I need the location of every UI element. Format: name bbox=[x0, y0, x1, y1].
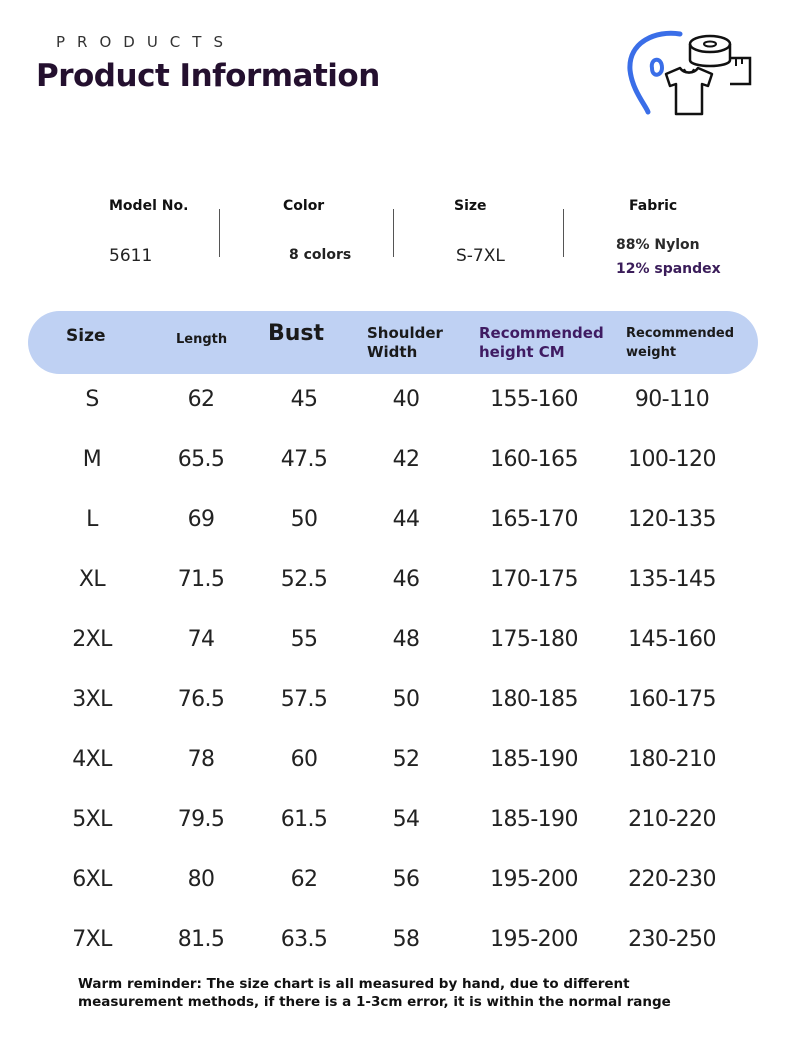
table-cell: 3XL bbox=[72, 687, 112, 712]
table-cell: 180-210 bbox=[628, 747, 716, 772]
table-cell: 57.5 bbox=[280, 687, 328, 712]
table-cell: 60 bbox=[290, 747, 318, 772]
table-cell: 6XL bbox=[72, 867, 112, 892]
table-row bbox=[0, 550, 790, 610]
table-cell: 62 bbox=[187, 387, 215, 412]
table-row bbox=[0, 730, 790, 790]
fabric-line-spandex: 12% spandex bbox=[616, 261, 721, 277]
table-cell: 210-220 bbox=[628, 807, 716, 832]
column-header-bust: Bust bbox=[268, 321, 325, 346]
info-divider bbox=[219, 209, 220, 257]
table-cell: 2XL bbox=[72, 627, 112, 652]
table-row bbox=[0, 850, 790, 910]
table-cell: 56 bbox=[392, 867, 420, 892]
size-value: S-7XL bbox=[456, 246, 505, 266]
table-cell: 180-185 bbox=[490, 687, 578, 712]
table-cell: L bbox=[86, 507, 98, 532]
table-cell: 120-135 bbox=[628, 507, 716, 532]
table-cell: 69 bbox=[187, 507, 215, 532]
table-cell: 71.5 bbox=[177, 567, 225, 592]
table-cell: 65.5 bbox=[177, 447, 225, 472]
table-cell: 220-230 bbox=[628, 867, 716, 892]
table-cell: 230-250 bbox=[628, 927, 716, 952]
table-row bbox=[0, 610, 790, 670]
table-cell: 50 bbox=[392, 687, 420, 712]
table-cell: 175-180 bbox=[490, 627, 578, 652]
table-cell: 4XL bbox=[72, 747, 112, 772]
fabric-label: Fabric bbox=[629, 198, 678, 214]
table-cell: 160-165 bbox=[490, 447, 578, 472]
table-cell: 78 bbox=[187, 747, 215, 772]
table-row bbox=[0, 370, 790, 430]
table-cell: 5XL bbox=[72, 807, 112, 832]
table-cell: 48 bbox=[392, 627, 420, 652]
table-cell: 195-200 bbox=[490, 867, 578, 892]
table-cell: XL bbox=[78, 567, 106, 592]
section-kicker: PRODUCTS bbox=[56, 33, 235, 51]
size-table bbox=[0, 370, 790, 970]
table-cell: 42 bbox=[392, 447, 420, 472]
table-cell: 47.5 bbox=[280, 447, 328, 472]
table-cell: 195-200 bbox=[490, 927, 578, 952]
table-cell: 155-160 bbox=[490, 387, 578, 412]
table-cell: 76.5 bbox=[177, 687, 225, 712]
table-cell: 185-190 bbox=[490, 747, 578, 772]
fabric-line-nylon: 88% Nylon bbox=[616, 237, 700, 253]
table-cell: 79.5 bbox=[177, 807, 225, 832]
table-cell: 40 bbox=[392, 387, 420, 412]
table-cell: 52 bbox=[392, 747, 420, 772]
table-cell: 90-110 bbox=[634, 387, 710, 412]
table-cell: S bbox=[85, 387, 99, 412]
table-cell: 145-160 bbox=[628, 627, 716, 652]
table-cell: 62 bbox=[290, 867, 318, 892]
table-cell: 46 bbox=[392, 567, 420, 592]
table-cell: 160-175 bbox=[628, 687, 716, 712]
warm-reminder: Warm reminder: The size chart is all measured by hand, due to different measurement methods, if there is a 1-3cm error, it is within the normal range bbox=[78, 976, 671, 1010]
table-row bbox=[0, 910, 790, 970]
table-cell: 74 bbox=[187, 627, 215, 652]
table-cell: 54 bbox=[392, 807, 420, 832]
size-label: Size bbox=[454, 198, 487, 214]
table-row bbox=[0, 670, 790, 730]
table-cell: 61.5 bbox=[280, 807, 328, 832]
table-cell: 165-170 bbox=[490, 507, 578, 532]
table-cell: 55 bbox=[290, 627, 318, 652]
column-header-recommended-weight: Recommended weight bbox=[626, 326, 735, 360]
table-cell: M bbox=[82, 447, 102, 472]
column-header-size: Size bbox=[66, 326, 106, 346]
column-header-recommended-height: Recommended height CM bbox=[479, 324, 604, 361]
table-cell: 80 bbox=[187, 867, 215, 892]
table-cell: 52.5 bbox=[280, 567, 328, 592]
table-cell: 100-120 bbox=[628, 447, 716, 472]
table-cell: 63.5 bbox=[280, 927, 328, 952]
info-divider bbox=[563, 209, 564, 257]
table-row bbox=[0, 430, 790, 490]
info-divider bbox=[393, 209, 394, 257]
page-title: Product Information bbox=[36, 58, 380, 94]
table-cell: 44 bbox=[392, 507, 420, 532]
table-cell: 7XL bbox=[72, 927, 112, 952]
table-cell: 50 bbox=[290, 507, 318, 532]
table-cell: 58 bbox=[392, 927, 420, 952]
column-header-length: Length bbox=[176, 332, 228, 347]
model-label: Model No. bbox=[109, 198, 189, 214]
model-value: 5611 bbox=[109, 246, 153, 266]
table-row bbox=[0, 490, 790, 550]
measuring-tape-tshirt-icon bbox=[622, 28, 754, 120]
table-cell: 81.5 bbox=[177, 927, 225, 952]
table-cell: 45 bbox=[290, 387, 318, 412]
table-row bbox=[0, 790, 790, 850]
column-header-shoulder-width: Shoulder Width bbox=[367, 324, 443, 361]
table-cell: 185-190 bbox=[490, 807, 578, 832]
color-label: Color bbox=[283, 198, 325, 214]
color-value: 8 colors bbox=[289, 247, 352, 263]
table-cell: 170-175 bbox=[490, 567, 578, 592]
table-cell: 135-145 bbox=[628, 567, 716, 592]
